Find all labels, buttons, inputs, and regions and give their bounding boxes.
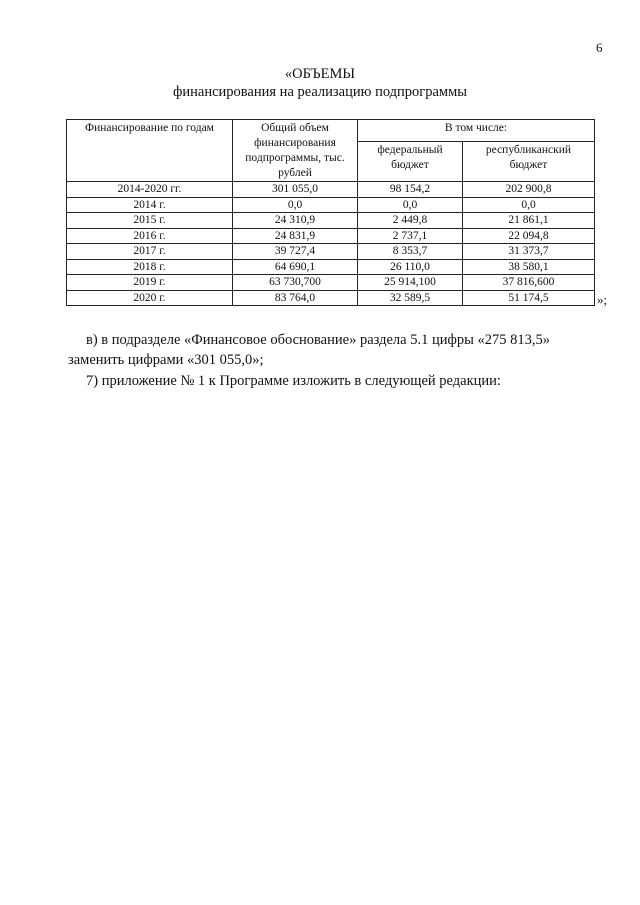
financing-table-body	[67, 182, 595, 306]
cell-total: 63 730,700	[233, 275, 358, 291]
financing-table	[66, 119, 595, 306]
cell-year: 2016 г.	[67, 228, 233, 244]
closing-quote: »;	[597, 292, 608, 307]
header-total: Общий объем финансирования подпрограммы, тыс. рублей	[233, 120, 358, 182]
table-row	[67, 182, 595, 198]
cell-republic: 51 174,5	[463, 290, 595, 306]
cell-federal: 2 737,1	[358, 228, 463, 244]
cell-year: 2015 г.	[67, 213, 233, 229]
cell-federal: 26 110,0	[358, 259, 463, 275]
cell-total: 0,0	[233, 197, 358, 213]
cell-republic: 37 816,600	[463, 275, 595, 291]
table-row	[67, 197, 595, 213]
cell-total: 301 055,0	[233, 182, 358, 198]
paragraph-item-7-text: 7) приложение № 1 к Программе изложить в следующей редакции:	[86, 373, 501, 389]
cell-republic: 22 094,8	[463, 228, 595, 244]
cell-republic: 0,0	[463, 197, 595, 213]
header-years: Финансирование по годам	[67, 120, 233, 182]
cell-federal: 8 353,7	[358, 244, 463, 260]
cell-republic: 38 580,1	[463, 259, 595, 275]
header-republic: республиканский бюджет	[463, 141, 595, 182]
page-number: 6	[596, 40, 603, 55]
title-block	[0, 65, 640, 101]
cell-total: 64 690,1	[233, 259, 358, 275]
cell-year: 2014 г.	[67, 197, 233, 213]
cell-republic: 202 900,8	[463, 182, 595, 198]
cell-federal: 32 589,5	[358, 290, 463, 306]
header-federal: федеральный бюджет	[358, 141, 463, 182]
paragraph-amendment-v	[68, 330, 598, 370]
title-line-1: «ОБЪЕМЫ	[284, 66, 356, 82]
title-line-2: финансирования на реализацию подпрограммы	[172, 84, 468, 100]
cell-total: 24 310,9	[233, 213, 358, 229]
table-row	[67, 290, 595, 306]
paragraph-item-7	[68, 371, 598, 391]
table-row	[67, 244, 595, 260]
cell-year: 2018 г.	[67, 259, 233, 275]
cell-federal: 0,0	[358, 197, 463, 213]
cell-republic: 21 861,1	[463, 213, 595, 229]
cell-year: 2014-2020 гг.	[67, 182, 233, 198]
cell-total: 39 727,4	[233, 244, 358, 260]
cell-year: 2020 г.	[67, 290, 233, 306]
header-including: В том числе:	[358, 120, 595, 142]
cell-year: 2017 г.	[67, 244, 233, 260]
table-row	[67, 259, 595, 275]
table-row	[67, 213, 595, 229]
table-row	[67, 275, 595, 291]
cell-year: 2019 г.	[67, 275, 233, 291]
cell-total: 24 831,9	[233, 228, 358, 244]
cell-total: 83 764,0	[233, 290, 358, 306]
cell-federal: 98 154,2	[358, 182, 463, 198]
cell-federal: 2 449,8	[358, 213, 463, 229]
paragraph-amendment-v-text: в) в подразделе «Финансовое обоснование» раздела 5.1 цифры «275 813,5» заменить цифрами «301 055,0»;	[68, 332, 550, 368]
cell-federal: 25 914,100	[358, 275, 463, 291]
cell-republic: 31 373,7	[463, 244, 595, 260]
table-row	[67, 228, 595, 244]
